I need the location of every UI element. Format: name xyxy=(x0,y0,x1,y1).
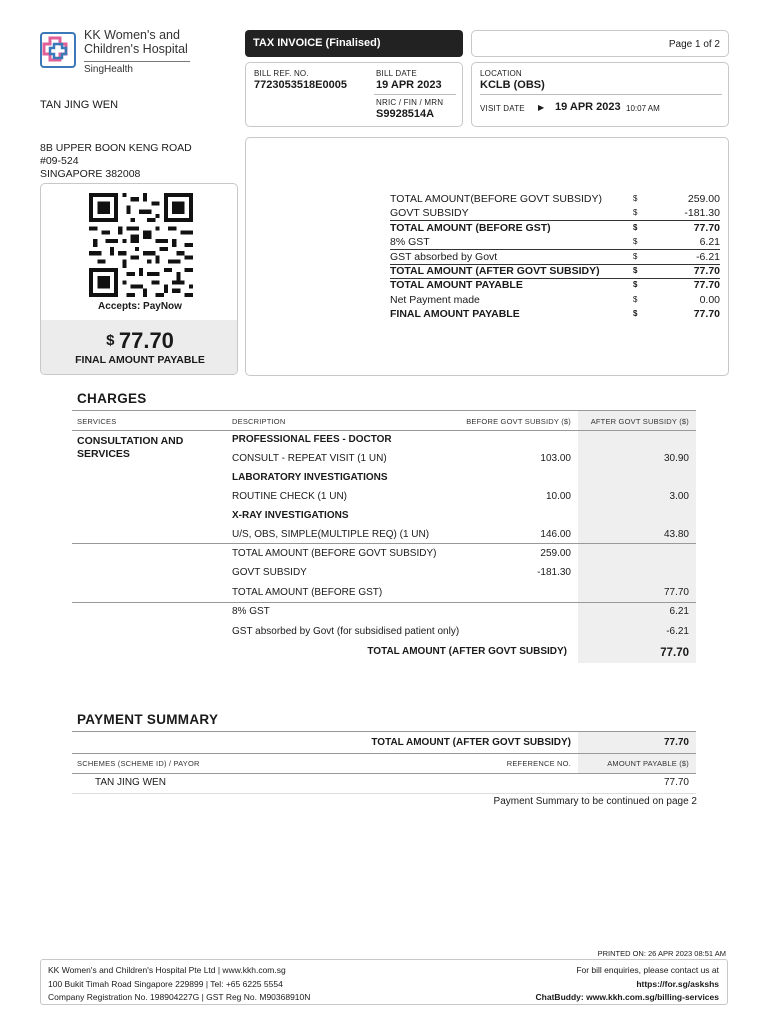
summary-row-value: 259.00 xyxy=(687,193,720,205)
page-indicator-box xyxy=(471,30,729,57)
payment-summary-total-value: 77.70 xyxy=(663,737,689,748)
summary-row-label: FINAL AMOUNT PAYABLE xyxy=(390,308,520,321)
col-reference-header: REFERENCE NO. xyxy=(506,759,571,768)
paynow-qr-code-icon[interactable] xyxy=(86,193,196,297)
summary-row-currency: $ xyxy=(633,280,638,290)
footer-company-line: KK Women's and Children's Hospital Pte Ltd | www.kkh.com.sg xyxy=(48,965,286,975)
footer-enquiries xyxy=(536,964,719,1005)
currency-symbol: $ xyxy=(106,332,115,349)
summary-row-label: TOTAL AMOUNT(BEFORE GOVT SUBSIDY) xyxy=(390,193,602,205)
location-divider xyxy=(480,94,722,95)
payment-summary-title: PAYMENT SUMMARY xyxy=(77,712,219,727)
summary-row-value: 0.00 xyxy=(699,293,720,306)
nric-value: S9928514A xyxy=(376,108,435,120)
visit-date-label: VISIT DATE xyxy=(480,104,525,113)
col-services-header: SERVICES xyxy=(77,417,117,426)
summary-row-label: TOTAL AMOUNT (AFTER GOVT SUBSIDY) xyxy=(390,265,600,277)
summary-row xyxy=(390,206,720,220)
summary-row-value: 77.70 xyxy=(693,308,720,321)
visit-time-value: 10:07 AM xyxy=(626,104,660,113)
summary-row xyxy=(390,221,720,235)
summary-row-label: TOTAL AMOUNT PAYABLE xyxy=(390,279,523,292)
location-label: LOCATION xyxy=(480,69,522,78)
charge-item-description: CONSULT - REPEAT VISIT (1 UN) xyxy=(232,453,387,464)
charge-total-before: -181.30 xyxy=(537,567,571,578)
payor-name: TAN JING WEN xyxy=(95,777,166,788)
summary-row-label: TOTAL AMOUNT (BEFORE GST) xyxy=(390,221,551,234)
summary-row xyxy=(390,264,720,278)
charge-total-label: GOVT SUBSIDY xyxy=(232,567,307,578)
footer-company-info xyxy=(48,964,310,1005)
charge-group-heading: LABORATORY INVESTIGATIONS xyxy=(232,472,388,483)
payment-summary-bottom-rule xyxy=(72,793,696,794)
final-amount-value: 77.70 xyxy=(118,328,174,353)
footer-registration-line: Company Registration No. 198904227G | GST Reg No. M90368910N xyxy=(48,992,311,1002)
charge-total-before: 259.00 xyxy=(540,548,571,559)
charges-header-bottom-rule xyxy=(72,430,696,431)
logo-divider xyxy=(84,61,190,62)
play-arrow-icon: ▶ xyxy=(538,103,545,112)
page-indicator: Page 1 of 2 xyxy=(668,39,720,50)
col-schemes-header: SCHEMES (SCHEME ID) / PAYOR xyxy=(77,759,200,768)
summary-rule xyxy=(390,278,720,279)
bill-date-value: 19 APR 2023 xyxy=(376,79,442,91)
col-amount-payable-header: AMOUNT PAYABLE ($) xyxy=(607,759,689,768)
bill-info-box xyxy=(245,62,463,127)
nric-label: NRIC / FIN / MRN xyxy=(376,98,444,107)
payment-summary-top-rule xyxy=(72,731,696,732)
service-category: CONSULTATION AND SERVICES xyxy=(77,435,184,460)
hospital-name: KK Women's and Children's Hospital xyxy=(84,28,188,56)
charge-total-label: 8% GST xyxy=(232,606,270,617)
footer-enquiry-text: For bill enquiries, please contact us at xyxy=(576,965,719,975)
footer-box xyxy=(40,959,728,1005)
charge-after-subsidy: 3.00 xyxy=(669,491,689,502)
summary-row xyxy=(390,293,720,307)
patient-address xyxy=(40,142,192,181)
paynow-box xyxy=(40,183,238,375)
summary-rule xyxy=(390,264,720,265)
summary-row-value: 77.70 xyxy=(693,279,720,292)
hospital-logo-icon xyxy=(40,32,76,68)
summary-row-label: 8% GST xyxy=(390,236,430,249)
summary-row xyxy=(390,307,720,321)
location-value: KCLB (OBS) xyxy=(480,79,545,91)
charge-item-description: ROUTINE CHECK (1 UN) xyxy=(232,491,348,502)
location-box xyxy=(471,62,729,127)
address-line: 8B UPPER BOON KENG ROAD xyxy=(40,142,192,154)
payment-summary-total-label: TOTAL AMOUNT (AFTER GOVT SUBSIDY) xyxy=(371,737,571,748)
charge-total-after: 77.70 xyxy=(663,587,689,598)
charges-subtotal-rule xyxy=(72,543,696,544)
charges-title: CHARGES xyxy=(77,391,147,406)
summary-row-label: Net Payment made xyxy=(390,293,480,306)
charge-item-description: U/S, OBS, SIMPLE(MULTIPLE REQ) (1 UN) xyxy=(232,529,430,540)
address-line: SINGAPORE 382008 xyxy=(40,168,141,180)
charge-before-subsidy: 146.00 xyxy=(540,529,571,540)
charge-before-subsidy: 103.00 xyxy=(540,453,571,464)
bill-ref-value: 7723053518E0005 xyxy=(254,79,347,91)
summary-rule xyxy=(390,249,720,250)
payment-summary-mid-rule xyxy=(72,753,696,754)
final-amount-panel xyxy=(41,320,238,375)
col-after-subsidy-header: AFTER GOVT SUBSIDY ($) xyxy=(590,417,689,426)
summary-row xyxy=(390,278,720,292)
charge-total-label: TOTAL AMOUNT (BEFORE GOVT SUBSIDY) xyxy=(232,548,437,559)
bill-ref-label: BILL REF. NO. xyxy=(254,69,309,78)
charges-final-label: TOTAL AMOUNT (AFTER GOVT SUBSIDY) xyxy=(367,646,567,657)
charges-final-value: 77.70 xyxy=(660,647,689,659)
charge-group-heading: X-RAY INVESTIGATIONS xyxy=(232,510,349,521)
summary-row-currency: $ xyxy=(633,266,638,275)
summary-row-currency: $ xyxy=(633,237,638,247)
charges-gst-rule xyxy=(72,602,696,603)
charge-before-subsidy: 10.00 xyxy=(545,491,571,502)
summary-row-currency: $ xyxy=(633,294,638,304)
final-amount-display xyxy=(41,328,238,354)
summary-row-currency: $ xyxy=(633,194,638,203)
patient-name: TAN JING WEN xyxy=(40,99,119,111)
paynow-accepts-label: Accepts: PayNow xyxy=(98,301,182,312)
col-description-header: DESCRIPTION xyxy=(232,417,286,426)
summary-row-label: GOVT SUBSIDY xyxy=(390,207,469,220)
footer-chatbuddy-link[interactable]: www.kkh.com.sg/billing-services xyxy=(586,992,719,1002)
final-amount-label: FINAL AMOUNT PAYABLE xyxy=(75,354,205,366)
summary-row xyxy=(390,192,720,206)
footer-address-line: 100 Bukit Timah Road Singapore 229899 | Tel: +65 6225 5554 xyxy=(48,978,283,989)
summary-row-currency: $ xyxy=(633,208,638,218)
summary-row-currency: $ xyxy=(633,251,638,261)
charge-group-heading: PROFESSIONAL FEES - DOCTOR xyxy=(232,434,392,445)
payment-summary-header-rule xyxy=(72,773,696,774)
payment-summary-continued-note: Payment Summary to be continued on page 2 xyxy=(493,796,697,807)
summary-row-value: 77.70 xyxy=(693,265,720,277)
hospital-group: SingHealth xyxy=(84,64,133,75)
charge-after-subsidy: 43.80 xyxy=(663,529,689,540)
charges-header-top-rule xyxy=(72,410,696,411)
summary-row-label: GST absorbed by Govt xyxy=(390,250,498,263)
summary-row-value: 77.70 xyxy=(693,221,720,234)
charge-after-subsidy: 30.90 xyxy=(663,453,689,464)
invoice-title-bar xyxy=(245,30,463,57)
summary-row xyxy=(390,235,720,249)
col-before-subsidy-header: BEFORE GOVT SUBSIDY ($) xyxy=(466,417,571,426)
bill-divider xyxy=(374,94,456,95)
summary-row-value: -6.21 xyxy=(696,250,720,263)
summary-rule xyxy=(390,220,720,221)
printed-on-timestamp: PRINTED ON: 26 APR 2023 08:51 AM xyxy=(597,949,726,958)
summary-row-value: 6.21 xyxy=(699,236,720,249)
footer-chatbuddy-label: ChatBuddy: xyxy=(535,992,584,1002)
charge-total-after: 6.21 xyxy=(669,606,689,617)
summary-row-currency: $ xyxy=(633,309,638,319)
payor-amount: 77.70 xyxy=(663,777,689,788)
address-line: #09-524 xyxy=(40,155,79,167)
charge-total-after: -6.21 xyxy=(666,626,689,637)
invoice-title: TAX INVOICE (Finalised) xyxy=(253,37,381,49)
charge-total-label: TOTAL AMOUNT (BEFORE GST) xyxy=(232,587,383,598)
footer-enquiry-link[interactable]: https://for.sg/askshs xyxy=(636,978,719,989)
summary-row xyxy=(390,250,720,264)
visit-date-value: 19 APR 2023 xyxy=(555,101,621,113)
bill-date-label: BILL DATE xyxy=(376,69,417,78)
summary-row-value: -181.30 xyxy=(684,207,720,220)
summary-row-currency: $ xyxy=(633,222,638,232)
charge-total-label: GST absorbed by Govt (for subsidised patient only) xyxy=(232,626,460,637)
